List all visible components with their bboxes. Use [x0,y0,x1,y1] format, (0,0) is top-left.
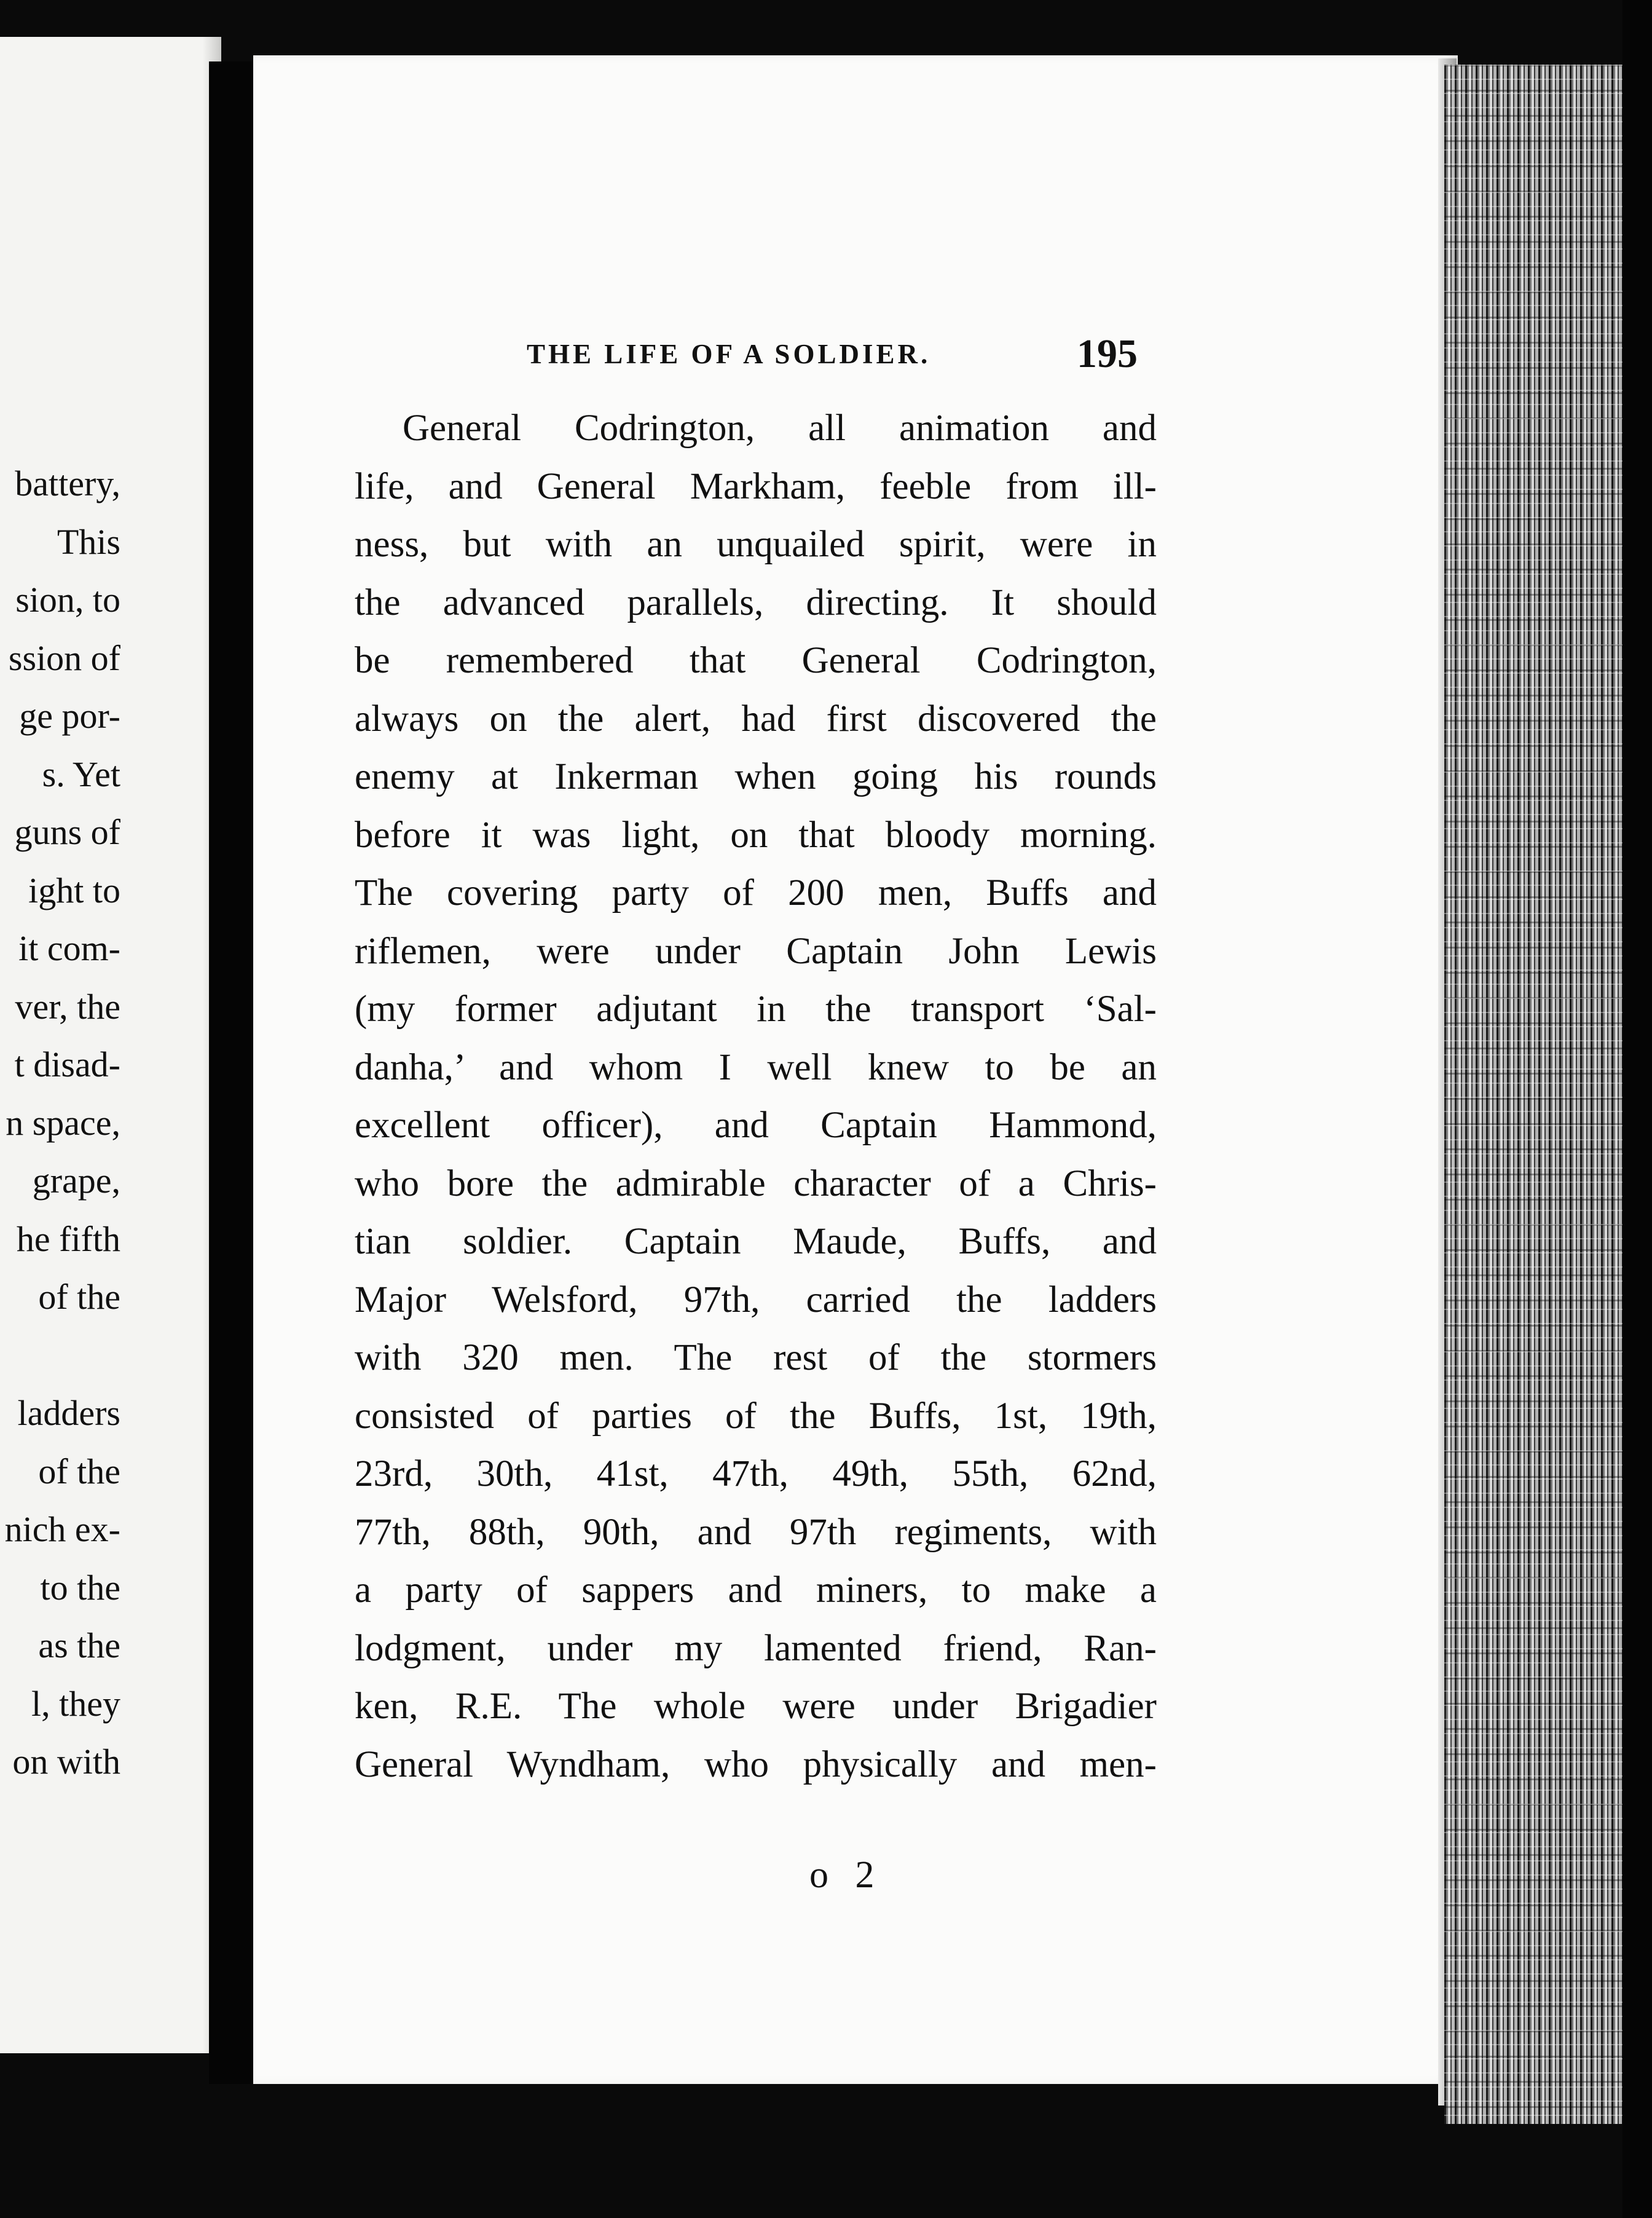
facing-page [0,37,221,2053]
body-line: riflemen, were under Captain John Lewis [355,930,1157,972]
facing-page-line: n space, [6,1102,120,1143]
body-line: ken, R.E. The whole were under Brigadier [355,1686,1157,1727]
facing-page-line: to the [40,1567,120,1608]
body-line: General Codrington, all animation and [403,408,1157,449]
body-line: Major Welsford, 97th, carried the ladders [355,1279,1157,1320]
body-line: the advanced parallels, directing. It should [355,582,1157,623]
book-gutter-shadow [209,61,257,2084]
facing-page-text [0,455,120,1791]
body-line: a party of sappers and miners, to make a [355,1569,1157,1611]
body-line: life, and General Markham, feeble from ill- [355,465,1157,507]
body-line: always on the alert, had first discovered the [355,698,1157,740]
facing-page-line: grape, [32,1161,120,1201]
body-text [355,400,1157,1794]
body-line: The covering party of 200 men, Buffs and [355,872,1157,914]
facing-page-line: ladders [17,1393,120,1433]
facing-page-line: he fifth [16,1218,120,1259]
running-head [253,326,1150,400]
body-line: tian soldier. Captain Maude, Buffs, and [355,1221,1157,1262]
page-number: 195 [1077,331,1138,376]
body-line: consisted of parties of the Buffs, 1st, 19th, [355,1395,1157,1437]
facing-page-line: nich ex- [4,1509,120,1549]
facing-page-line: it com- [18,928,120,968]
facing-page-line: guns of [14,812,120,852]
body-line: (my former adjutant in the transport ‘Sal- [355,989,1157,1030]
facing-page-line: l, they [31,1683,120,1724]
book-block-texture [1444,65,1622,2124]
facing-page-line [0,1327,120,1385]
facing-page-line: t disad- [14,1044,120,1084]
facing-page-line: of the [38,1277,120,1317]
body-line: excellent officer), and Captain Hammond, [355,1105,1157,1146]
body-line: 77th, 88th, 90th, and 97th regiments, with [355,1511,1157,1553]
facing-page-line: ight to [28,870,120,910]
body-line: General Wyndham, who physically and men- [355,1743,1157,1785]
facing-page-line: on with [12,1742,120,1782]
signature-mark: o 2 [809,1854,883,1896]
facing-page-line: ge por- [19,696,120,736]
facing-page-line: of the [38,1451,120,1491]
facing-page-line: ssion of [8,637,120,678]
body-line: who bore the admirable character of a Chris- [355,1162,1157,1204]
facing-page-line: sion, to [15,580,120,620]
facing-page-line: as the [38,1625,120,1665]
body-line: danha,’ and whom I well knew to be an [355,1046,1157,1088]
facing-page-line: ver, the [15,986,120,1027]
body-line: enemy at Inkerman when going his rounds [355,756,1157,797]
running-title: THE LIFE OF A SOLDIER. [527,339,931,369]
body-line: ness, but with an unquailed spirit, were in [355,524,1157,565]
body-line: be remembered that General Codrington, [355,640,1157,681]
facing-page-line: s. Yet [42,754,120,794]
main-page [253,55,1458,2084]
scan-background-edge [1622,0,1652,2218]
body-line: 23rd, 30th, 41st, 47th, 49th, 55th, 62nd, [355,1453,1157,1494]
body-line: before it was light, on that bloody morning. [355,814,1157,856]
facing-page-line: This [57,521,120,562]
body-line: lodgment, under my lamented friend, Ran- [355,1627,1157,1669]
facing-page-line: battery, [15,464,120,503]
body-line: with 320 men. The rest of the stormers [355,1337,1157,1378]
